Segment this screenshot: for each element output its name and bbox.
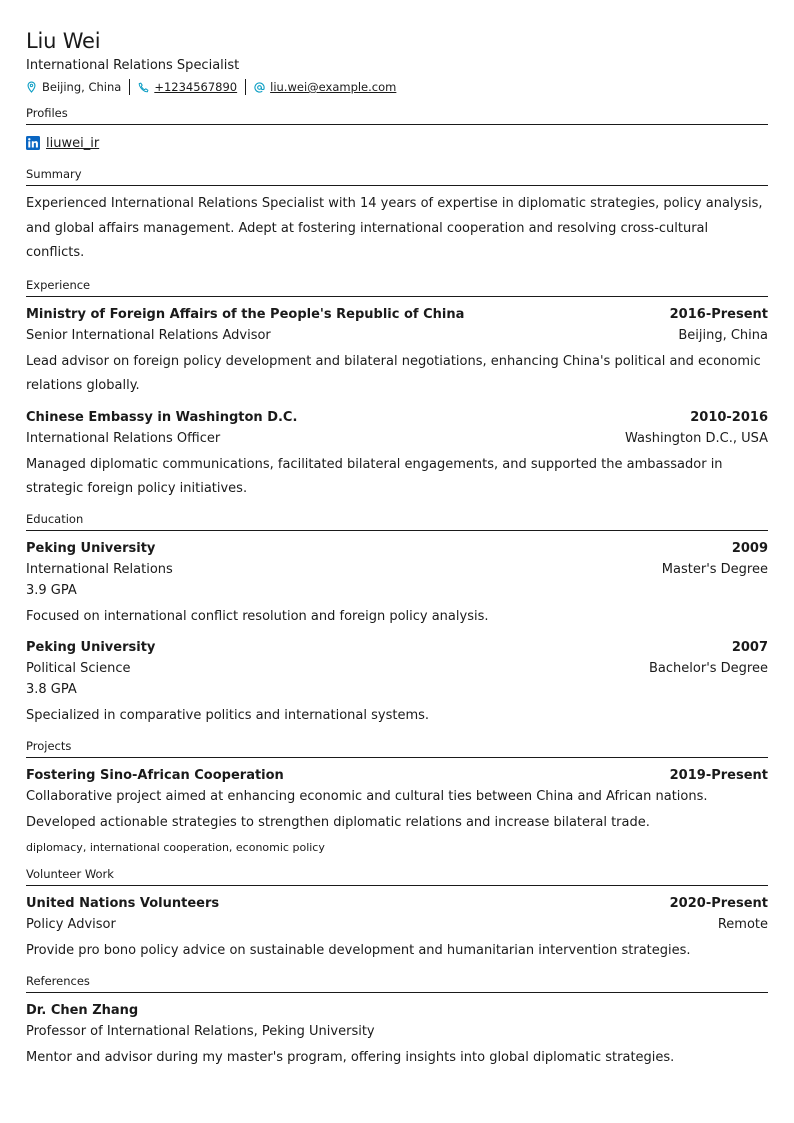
organization-name: United Nations Volunteers <box>26 896 220 911</box>
profile-item[interactable] <box>26 134 768 152</box>
at-icon <box>254 82 265 93</box>
linkedin-username[interactable]: liuwei_ir <box>46 135 100 151</box>
phone-icon <box>138 82 149 93</box>
email-link[interactable]: liu.wei@example.com <box>270 80 397 94</box>
experience-section <box>26 278 768 502</box>
education-section <box>26 512 768 729</box>
experience-item <box>26 407 768 502</box>
linkedin-icon <box>26 136 40 150</box>
summary-text: Experienced International Relations Specialist with 14 years of expertise in diplomatic strategies, policy analysis, and global affairs management. Adept at fostering international cooperation and resolving cross-cultural conflicts. <box>26 196 763 260</box>
project-item <box>26 765 768 856</box>
project-description: Collaborative project aimed at enhancing economic and cultural ties between China and African nations. <box>26 788 708 804</box>
education-summary: Specialized in comparative politics and international systems. <box>26 708 430 723</box>
references-section <box>26 974 768 1071</box>
company-name: Ministry of Foreign Affairs of the People's Republic of China <box>26 306 465 322</box>
section-title: Volunteer Work <box>26 867 768 886</box>
profiles-section <box>26 106 768 152</box>
graduation-date: 2007 <box>731 640 768 655</box>
volunteer-date: 2020-Present <box>669 896 768 911</box>
project-summary: Developed actionable strategies to strengthen diplomatic relations and increase bilateral trade. <box>26 814 650 830</box>
institution-name: Peking University <box>26 540 156 556</box>
gpa-score: 3.9 GPA <box>26 582 77 598</box>
reference-description: Professor of International Relations, Peking University <box>26 1023 375 1039</box>
graduation-date: 2009 <box>731 540 768 556</box>
volunteer-position: Policy Advisor <box>26 917 116 932</box>
study-area: Political Science <box>26 661 131 676</box>
reference-summary: Mentor and advisor during my master's program, offering insights into global diplomatic strategies. <box>26 1049 675 1065</box>
gpa-score: 3.8 GPA <box>26 682 77 697</box>
candidate-name: Liu Wei <box>26 29 101 53</box>
section-title: Projects <box>26 739 768 758</box>
reference-item <box>26 1000 768 1071</box>
contact-email[interactable] <box>254 80 396 94</box>
position-title: Senior International Relations Advisor <box>26 327 271 343</box>
candidate-headline: International Relations Specialist <box>26 58 240 73</box>
resume-header <box>26 27 768 96</box>
contact-divider <box>129 79 130 95</box>
project-name: Fostering Sino-African Cooperation <box>26 767 284 783</box>
education-item <box>26 538 768 630</box>
summary-section <box>26 167 768 266</box>
experience-item <box>26 304 768 399</box>
institution-name: Peking University <box>26 640 156 655</box>
job-location: Beijing, China <box>678 327 768 343</box>
map-pin-icon <box>26 81 37 93</box>
volunteer-location: Remote <box>717 917 768 932</box>
reference-name: Dr. Chen Zhang <box>26 1002 139 1018</box>
degree-type: Master's Degree <box>661 561 768 577</box>
section-title: Summary <box>26 167 768 186</box>
contact-divider <box>245 79 246 95</box>
section-title: Education <box>26 512 768 531</box>
contact-location <box>26 80 121 94</box>
job-summary: Lead advisor on foreign policy development and bilateral negotiations, enhancing China's political and economic relations globally. <box>26 353 761 393</box>
degree-type: Bachelor's Degree <box>649 661 768 676</box>
location-text: Beijing, China <box>42 80 122 94</box>
date-range: 2016-Present <box>669 306 768 322</box>
education-summary: Focused on international conflict resolution and foreign policy analysis. <box>26 608 489 624</box>
job-summary: Managed diplomatic communications, facilitated bilateral engagements, and supported the ambassador in strategic foreign policy initiatives. <box>26 456 723 496</box>
section-title: Experience <box>26 278 768 297</box>
projects-section <box>26 739 768 856</box>
contact-phone[interactable] <box>138 80 237 94</box>
study-area: International Relations <box>26 561 173 577</box>
job-location: Washington D.C., USA <box>624 430 768 446</box>
section-title: References <box>26 974 768 993</box>
phone-link[interactable]: +1234567890 <box>154 80 238 94</box>
contact-bar <box>26 78 768 96</box>
company-name: Chinese Embassy in Washington D.C. <box>26 409 298 425</box>
position-title: International Relations Officer <box>26 430 221 446</box>
education-item <box>26 637 768 729</box>
date-range: 2010-2016 <box>690 409 768 425</box>
section-title: Profiles <box>26 106 768 125</box>
volunteer-section <box>26 867 768 964</box>
project-date: 2019-Present <box>669 767 768 783</box>
volunteer-summary: Provide pro bono policy advice on sustainable development and humanitarian intervention strategies. <box>26 943 691 958</box>
project-keywords: diplomacy, international cooperation, economic policy <box>26 841 325 854</box>
volunteer-item <box>26 893 768 964</box>
